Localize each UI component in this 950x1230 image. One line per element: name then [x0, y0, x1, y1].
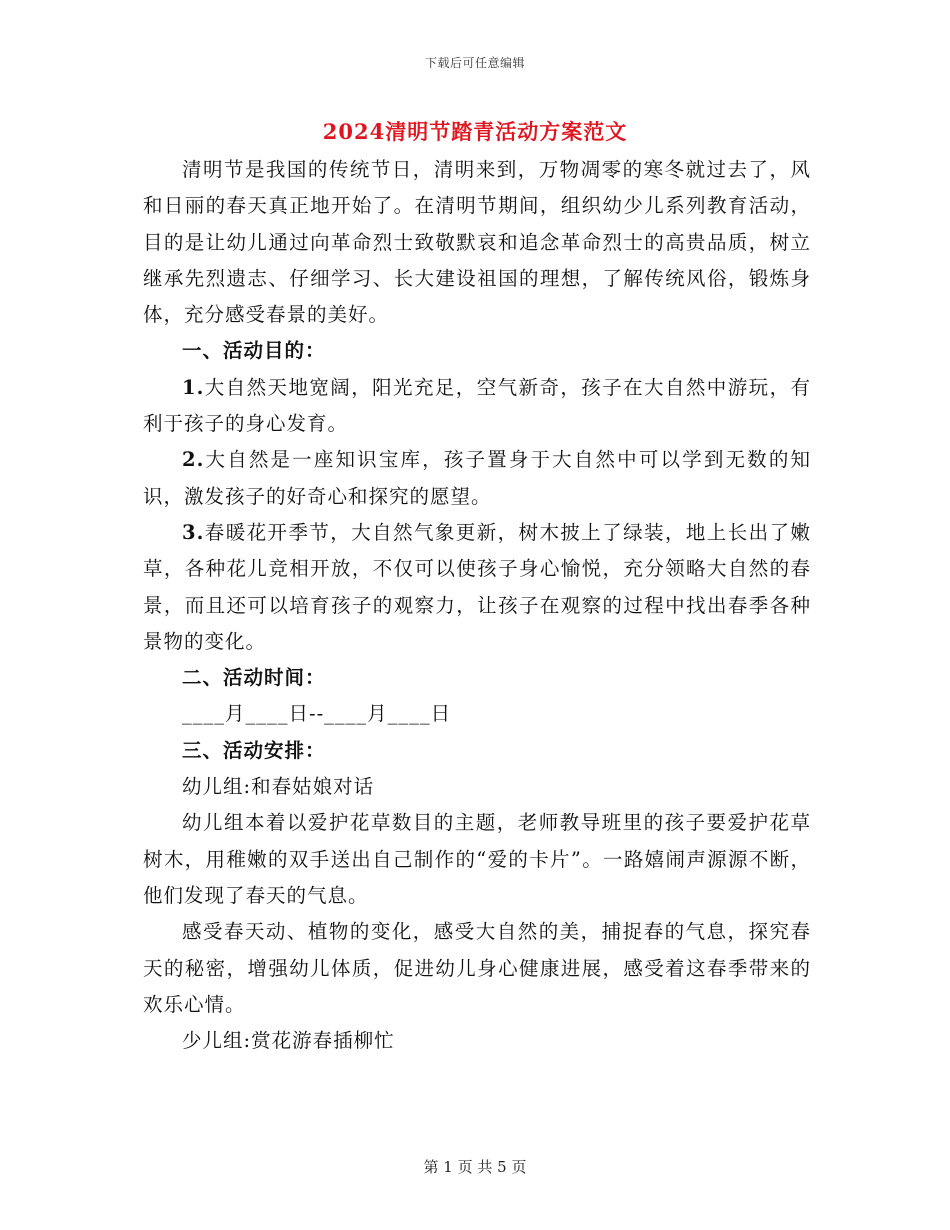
group1-paragraph-1: 幼儿组本着以爱护花草数目的主题，老师教导班里的孩子要爱护花草树木，用稚嫩的双手送出自己制作的“爱的卡片”。一路嬉闹声源源不断，他们发现了春天的气息。	[143, 811, 811, 907]
item-number: 2.	[182, 448, 205, 472]
intro-paragraph: 清明节是我国的传统节日，清明来到，万物凋零的寒冬就过去了，风和日丽的春天真正地开始了。在清明节期间，组织幼少儿系列教育活动，目的是让幼儿通过向革命烈士致敬默哀和追念革命烈士的高贵品质，树立继承先烈遗志、仔细学习、长大建设祖国的理想，了解传统风俗，锻炼身体，充分感受春景的美好。	[143, 158, 811, 327]
purpose-item-3	[143, 515, 811, 660]
item-number: 1.	[182, 375, 205, 399]
date-line: ____月____日--____月____日	[182, 702, 452, 726]
item-text: 春暖花开季节，大自然气象更新，树木披上了绿装，地上长出了嫩草，各种花儿竞相开放，不仅可以使孩子身心愉悦，充分领略大自然的春景，而且还可以培育孩子的观察力，让孩子在观察的过程中找出春季各种景物的变化。	[143, 520, 811, 653]
header-note: 下载后可任意编辑	[424, 56, 525, 70]
section-heading-arrangement: 三、活动安排：	[182, 738, 326, 762]
section-heading-purpose: 一、活动目的：	[182, 339, 326, 363]
section-heading-time: 二、活动时间：	[182, 666, 326, 690]
purpose-item-2	[143, 442, 811, 515]
document-body	[143, 152, 811, 1059]
page-footer: 第 1 页 共 5 页	[423, 1158, 527, 1176]
item-number: 3.	[182, 520, 205, 544]
group1-paragraph-2: 感受春天动、植物的变化，感受大自然的美，捕捉春的气息，探究春天的秘密，增强幼儿体质，促进幼儿身心健康进展，感受着这春季带来的欢乐心情。	[143, 920, 811, 1016]
document-title: 2024清明节踏青活动方案范文	[322, 119, 628, 144]
item-text: 大自然是一座知识宝库，孩子置身于大自然中可以学到无数的知识，激发孩子的好奇心和探究的愿望。	[143, 448, 811, 508]
group1-title: 幼儿组:和春姑娘对话	[182, 775, 375, 799]
purpose-item-1	[143, 370, 811, 443]
group2-title: 少儿组:赏花游春插柳忙	[182, 1029, 395, 1053]
item-text: 大自然天地宽阔，阳光充足，空气新奇，孩子在大自然中游玩，有利于孩子的身心发育。	[143, 375, 811, 436]
